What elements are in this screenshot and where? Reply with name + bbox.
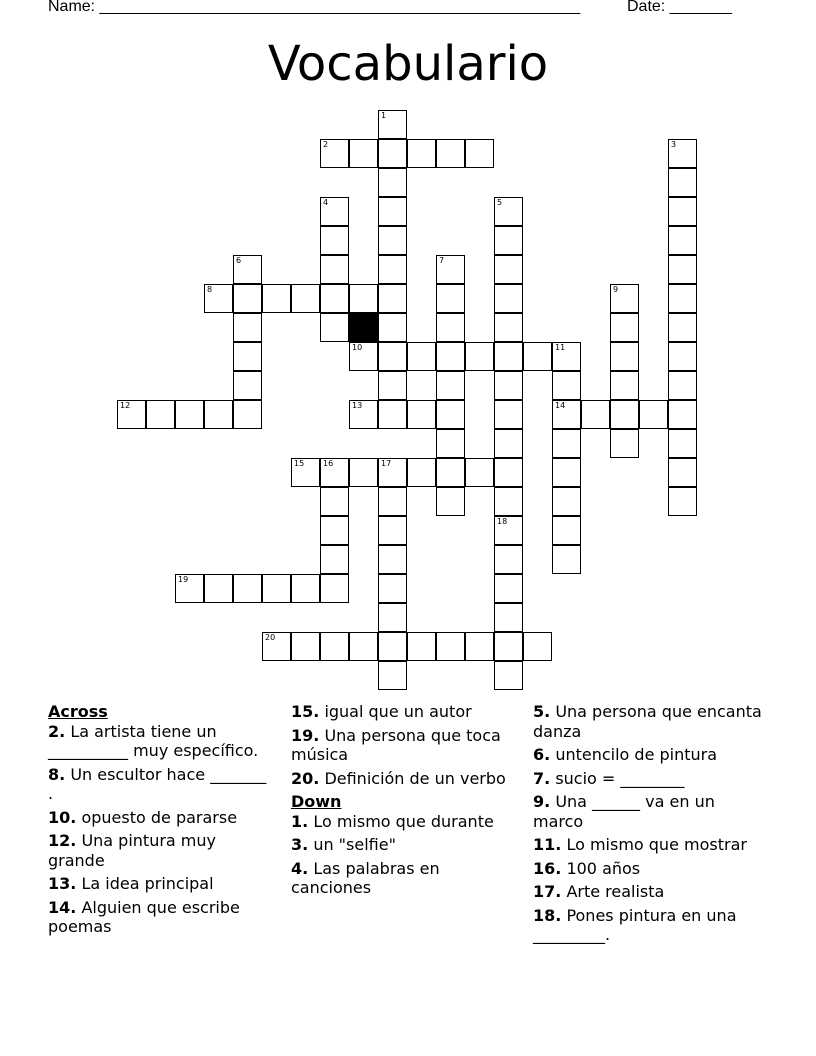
clue-down-6: 6. untencilo de pintura bbox=[533, 745, 718, 764]
crossword-cell[interactable] bbox=[668, 342, 697, 371]
clue-number: 18 bbox=[497, 517, 508, 526]
clue-down-5: 5. Una persona que encanta danza bbox=[533, 702, 762, 741]
crossword-cell[interactable] bbox=[436, 429, 465, 458]
crossword-cell[interactable] bbox=[233, 574, 262, 603]
crossword-cell[interactable] bbox=[378, 458, 407, 487]
crossword-cell[interactable] bbox=[494, 429, 523, 458]
clue-down-1: 1. Lo mismo que durante bbox=[291, 811, 494, 831]
crossword-cell[interactable] bbox=[378, 168, 407, 197]
crossword-cell[interactable] bbox=[494, 603, 523, 632]
clue-down-11: 11. Lo mismo que mostrar bbox=[533, 835, 747, 854]
crossword-cell[interactable] bbox=[407, 400, 436, 429]
crossword-cell[interactable] bbox=[436, 371, 465, 400]
clue-down-18: 18. Pones pintura en una _________. bbox=[533, 905, 737, 944]
clue-number: 15 bbox=[294, 459, 305, 468]
crossword-cell[interactable] bbox=[639, 400, 668, 429]
crossword-cell[interactable] bbox=[291, 458, 320, 487]
crossword-cell[interactable] bbox=[494, 661, 523, 690]
clue-across-19: 19. Una persona que toca música bbox=[291, 725, 501, 764]
crossword-cell[interactable] bbox=[465, 458, 494, 487]
crossword-cell[interactable] bbox=[436, 139, 465, 168]
crossword-cell[interactable] bbox=[175, 574, 204, 603]
clue-down-17: 17. Arte realista bbox=[533, 882, 665, 901]
crossword-cell[interactable] bbox=[349, 400, 378, 429]
clue-across-14: 14. Alguien que escribe poemas bbox=[48, 897, 240, 936]
crossword-cell[interactable] bbox=[378, 400, 407, 429]
crossword-cell[interactable] bbox=[494, 284, 523, 313]
crossword-cell[interactable] bbox=[668, 400, 697, 429]
clue-number: 8 bbox=[207, 285, 213, 294]
crossword-cell[interactable] bbox=[233, 371, 262, 400]
crossword-cell[interactable] bbox=[233, 400, 262, 429]
crossword-cell[interactable] bbox=[320, 284, 349, 313]
crossword-cell[interactable] bbox=[349, 139, 378, 168]
crossword-cell[interactable] bbox=[494, 487, 523, 516]
clue-number: 19 bbox=[178, 575, 189, 584]
crossword-cell[interactable] bbox=[291, 574, 320, 603]
crossword-cell[interactable] bbox=[552, 400, 581, 429]
crossword-cell[interactable] bbox=[494, 400, 523, 429]
crossword-cell[interactable] bbox=[494, 313, 523, 342]
clues-column-3 bbox=[533, 702, 763, 949]
crossword-cell[interactable] bbox=[320, 197, 349, 226]
clue-number: 12 bbox=[120, 401, 131, 410]
across-heading: Across bbox=[48, 702, 108, 721]
crossword-cell[interactable] bbox=[378, 139, 407, 168]
clue-number: 5 bbox=[497, 198, 503, 207]
crossword-cell[interactable] bbox=[378, 313, 407, 342]
crossword-cell[interactable] bbox=[117, 400, 146, 429]
crossword-cell[interactable] bbox=[552, 429, 581, 458]
crossword-cell[interactable] bbox=[494, 197, 523, 226]
crossword-cell[interactable] bbox=[465, 139, 494, 168]
crossword-cell[interactable] bbox=[494, 545, 523, 574]
crossword-cell[interactable] bbox=[552, 371, 581, 400]
crossword-cell[interactable] bbox=[378, 603, 407, 632]
clue-across-10: 10. opuesto de pararse bbox=[48, 807, 238, 827]
clue-number: 16 bbox=[323, 459, 334, 468]
clue-down-4: 4. Las palabras en canciones bbox=[291, 858, 440, 897]
crossword-cell[interactable] bbox=[291, 632, 320, 661]
crossword-cell[interactable] bbox=[494, 632, 523, 661]
crossword-cell[interactable] bbox=[436, 255, 465, 284]
crossword-cell[interactable] bbox=[378, 284, 407, 313]
crossword-cell[interactable] bbox=[436, 342, 465, 371]
crossword-cell[interactable] bbox=[378, 197, 407, 226]
crossword-cell[interactable] bbox=[552, 458, 581, 487]
crossword-cell[interactable] bbox=[610, 284, 639, 313]
clue-number: 6 bbox=[236, 256, 242, 265]
crossword-cell[interactable] bbox=[523, 632, 552, 661]
crossword-cell[interactable] bbox=[610, 400, 639, 429]
crossword-cell[interactable] bbox=[233, 284, 262, 313]
crossword-cell[interactable] bbox=[436, 284, 465, 313]
crossword-cell[interactable] bbox=[378, 574, 407, 603]
clue-across-12: 12. Una pintura muy grande bbox=[48, 831, 216, 870]
crossword-cell[interactable] bbox=[262, 284, 291, 313]
crossword-cell[interactable] bbox=[668, 284, 697, 313]
crossword-cell[interactable] bbox=[436, 313, 465, 342]
crossword-cell[interactable] bbox=[320, 313, 349, 342]
crossword-cell[interactable] bbox=[668, 487, 697, 516]
clue-down-3: 3. un "selfie" bbox=[291, 835, 396, 854]
crossword-cell[interactable] bbox=[668, 371, 697, 400]
crossword-cell[interactable] bbox=[349, 458, 378, 487]
clue-number: 10 bbox=[352, 343, 363, 352]
clue-number: 2 bbox=[323, 140, 329, 149]
crossword-cell[interactable] bbox=[494, 255, 523, 284]
name-field[interactable]: Name: ______________________________________________________ bbox=[48, 0, 581, 15]
clue-down-7: 7. sucio = ________ bbox=[533, 768, 685, 788]
crossword-cell[interactable] bbox=[378, 487, 407, 516]
clue-number: 4 bbox=[323, 198, 329, 207]
crossword-cell[interactable] bbox=[552, 487, 581, 516]
crossword-cell[interactable] bbox=[668, 458, 697, 487]
crossword-cell[interactable] bbox=[668, 429, 697, 458]
crossword-cell[interactable] bbox=[668, 226, 697, 255]
crossword-cell[interactable] bbox=[262, 574, 291, 603]
clue-across-20: 20. Definición de un verbo bbox=[291, 768, 506, 788]
crossword-cell[interactable] bbox=[320, 545, 349, 574]
clue-across-15: 15. igual que un autor bbox=[291, 702, 472, 721]
crossword-cell[interactable] bbox=[407, 458, 436, 487]
clue-across-13: 13. La idea principal bbox=[48, 874, 214, 893]
crossword-cell[interactable] bbox=[494, 516, 523, 545]
crossword-cell[interactable] bbox=[349, 632, 378, 661]
crossword-cell[interactable] bbox=[204, 400, 233, 429]
crossword-cell[interactable] bbox=[668, 255, 697, 284]
crossword-cell[interactable] bbox=[320, 487, 349, 516]
crossword-cell[interactable] bbox=[378, 255, 407, 284]
crossword-cell[interactable] bbox=[378, 226, 407, 255]
crossword-cell[interactable] bbox=[494, 342, 523, 371]
crossword-cell[interactable] bbox=[552, 516, 581, 545]
clue-across-8: 8. Un escultor hace _______ . bbox=[48, 764, 267, 803]
crossword-cell[interactable] bbox=[378, 545, 407, 574]
crossword-cell[interactable] bbox=[610, 371, 639, 400]
clue-down-16: 16. 100 años bbox=[533, 858, 641, 878]
clues-column-1 bbox=[48, 702, 270, 941]
crossword-cell[interactable] bbox=[320, 574, 349, 603]
crossword-cell[interactable] bbox=[668, 139, 697, 168]
crossword-cell[interactable] bbox=[378, 110, 407, 139]
crossword-cell[interactable] bbox=[465, 632, 494, 661]
crossword-cell[interactable] bbox=[233, 342, 262, 371]
crossword-cell[interactable] bbox=[378, 371, 407, 400]
crossword-cell[interactable] bbox=[465, 342, 494, 371]
crossword-cell[interactable] bbox=[320, 139, 349, 168]
clue-number: 14 bbox=[555, 401, 566, 410]
header bbox=[0, 0, 816, 20]
crossword-cell[interactable] bbox=[204, 284, 233, 313]
clue-number: 13 bbox=[352, 401, 363, 410]
clue-number: 7 bbox=[439, 256, 445, 265]
crossword-cell[interactable] bbox=[233, 255, 262, 284]
page-title: Vocabulario bbox=[267, 36, 549, 92]
crossword-cell[interactable] bbox=[262, 632, 291, 661]
crossword-cell[interactable] bbox=[494, 574, 523, 603]
date-field[interactable]: Date: _______ bbox=[627, 0, 732, 15]
crossword-cell[interactable] bbox=[349, 342, 378, 371]
clue-across-2: 2. La artista tiene un __________ muy específico. bbox=[48, 721, 259, 760]
crossword-cell[interactable] bbox=[610, 342, 639, 371]
crossword-cell[interactable] bbox=[436, 458, 465, 487]
crossword-cell[interactable] bbox=[610, 313, 639, 342]
clue-number: 20 bbox=[265, 633, 276, 642]
crossword-cell[interactable] bbox=[320, 516, 349, 545]
crossword-black-cell bbox=[349, 313, 378, 342]
crossword-cell[interactable] bbox=[494, 458, 523, 487]
crossword-cell[interactable] bbox=[378, 661, 407, 690]
crossword-cell[interactable] bbox=[668, 197, 697, 226]
crossword-cell[interactable] bbox=[320, 226, 349, 255]
crossword-cell[interactable] bbox=[407, 632, 436, 661]
crossword-cell[interactable] bbox=[552, 545, 581, 574]
crossword-cell[interactable] bbox=[436, 632, 465, 661]
crossword-cell[interactable] bbox=[552, 342, 581, 371]
crossword-cell[interactable] bbox=[146, 400, 175, 429]
clue-number: 17 bbox=[381, 459, 392, 468]
crossword-cell[interactable] bbox=[668, 313, 697, 342]
crossword-cell[interactable] bbox=[581, 400, 610, 429]
crossword-cell[interactable] bbox=[407, 342, 436, 371]
crossword-cell[interactable] bbox=[494, 226, 523, 255]
clue-number: 1 bbox=[381, 111, 387, 120]
crossword-cell[interactable] bbox=[407, 139, 436, 168]
crossword-cell[interactable] bbox=[668, 168, 697, 197]
clue-number: 11 bbox=[555, 343, 566, 352]
crossword-cell[interactable] bbox=[523, 342, 552, 371]
crossword-cell[interactable] bbox=[320, 632, 349, 661]
crossword-cell[interactable] bbox=[349, 284, 378, 313]
crossword-cell[interactable] bbox=[233, 313, 262, 342]
clue-down-9: 9. Una ______ va en un marco bbox=[533, 792, 715, 831]
crossword-cell[interactable] bbox=[436, 487, 465, 516]
crossword-cell[interactable] bbox=[291, 284, 320, 313]
clue-number: 9 bbox=[613, 285, 619, 294]
crossword-cell[interactable] bbox=[378, 516, 407, 545]
clues-column-2 bbox=[291, 702, 521, 902]
crossword-cell[interactable] bbox=[494, 371, 523, 400]
crossword-cell[interactable] bbox=[320, 255, 349, 284]
crossword-cell[interactable] bbox=[204, 574, 233, 603]
crossword-cell[interactable] bbox=[378, 342, 407, 371]
crossword-cell[interactable] bbox=[378, 632, 407, 661]
crossword-cell[interactable] bbox=[175, 400, 204, 429]
clue-number: 3 bbox=[671, 140, 677, 149]
crossword-cell[interactable] bbox=[610, 429, 639, 458]
crossword-cell[interactable] bbox=[320, 458, 349, 487]
down-heading: Down bbox=[291, 792, 342, 811]
crossword-cell[interactable] bbox=[436, 400, 465, 429]
